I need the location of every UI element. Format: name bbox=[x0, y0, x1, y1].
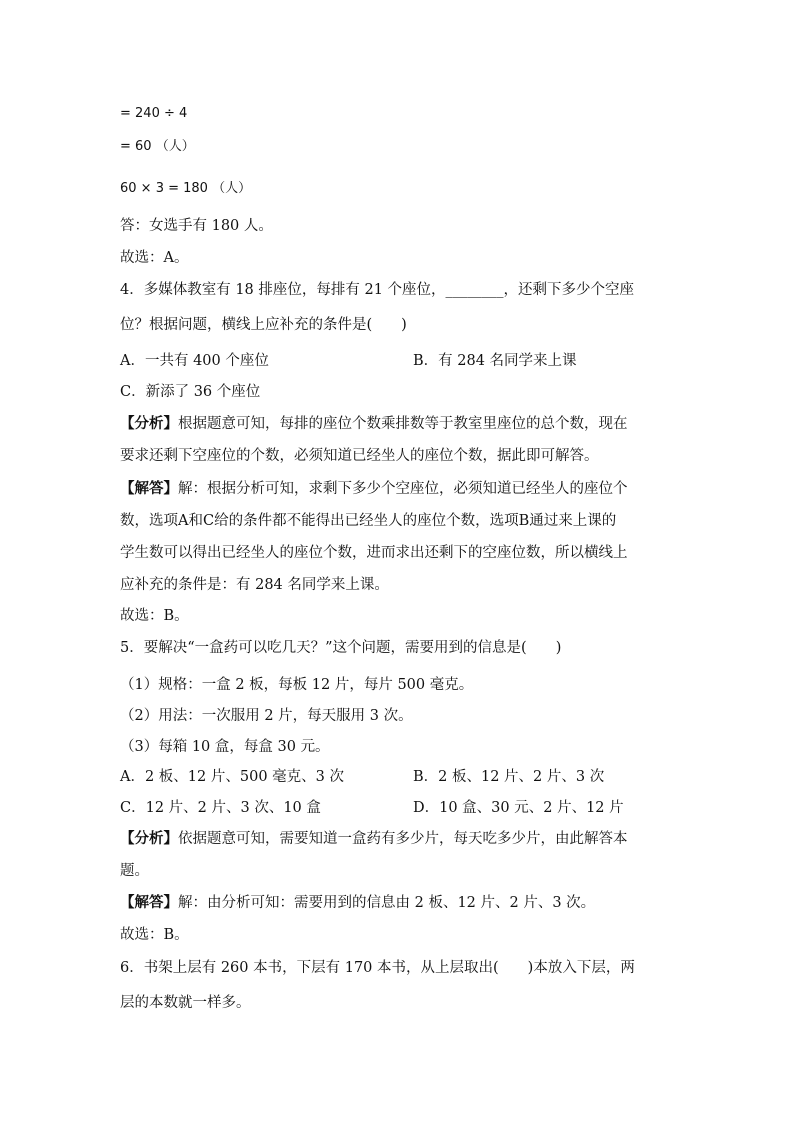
calc-line-1: = 240 ÷ 4 bbox=[120, 106, 188, 121]
solution-text: 解：由分析可知：需要用到的信息由 2 板、12 片、2 片、3 次。 bbox=[178, 895, 596, 911]
q5-info-3: （3）每箱 10 盒，每盒 30 元。 bbox=[120, 739, 330, 755]
q5-stem: 5．要解决“一盒药可以吃几天？”这个问题，需要用到的信息是( ) bbox=[120, 640, 562, 656]
q5-option-b: B．2 板、12 片、2 片、3 次 bbox=[413, 769, 605, 785]
q5-info-1: （1）规格：一盒 2 板，每板 12 片，每片 500 毫克。 bbox=[120, 677, 474, 693]
choose-line-q3: 故选：A。 bbox=[120, 250, 189, 266]
q4-option-a: A．一共有 400 个座位 bbox=[120, 353, 269, 369]
q4-analysis-line-2: 要求还剩下空座位的个数，必须知道已经坐人的座位个数，据此即可解答。 bbox=[120, 448, 599, 464]
q4-option-c: C．新添了 36 个座位 bbox=[120, 384, 261, 400]
analysis-text: 依据题意可知，需要知道一盒药有多少片，每天吃多少片，由此解答本 bbox=[178, 831, 628, 847]
q4-solution-line-4: 应补充的条件是：有 284 名同学来上课。 bbox=[120, 577, 389, 593]
q6-stem-line-2: 层的本数就一样多。 bbox=[120, 995, 251, 1011]
solution-tag: 【解答】 bbox=[120, 894, 178, 911]
q4-option-b: B．有 284 名同学来上课 bbox=[413, 353, 577, 369]
analysis-tag: 【分析】 bbox=[120, 415, 178, 432]
q5-option-c: C．12 片、2 片、3 次、10 盒 bbox=[120, 800, 321, 816]
q4-stem-line-1: 4．多媒体教室有 18 排座位，每排有 21 个座位，________，还剩下多少个空座 bbox=[120, 282, 635, 298]
q4-solution-line-3: 学生数可以得出已经坐人的座位个数，进而求出还剩下的空座位数，所以横线上 bbox=[120, 545, 628, 561]
q5-solution-line-1 bbox=[120, 893, 595, 913]
q5-option-a: A．2 板、12 片、500 毫克、3 次 bbox=[120, 769, 344, 785]
analysis-tag: 【分析】 bbox=[120, 830, 178, 847]
q4-analysis-line-1 bbox=[120, 414, 628, 434]
solution-tag: 【解答】 bbox=[120, 480, 178, 497]
solution-text: 解：根据分析可知，求剩下多少个空座位，必须知道已经坐人的座位个 bbox=[178, 481, 628, 497]
q4-solution-line-1 bbox=[120, 479, 628, 499]
q4-stem-line-2: 位？根据问题，横线上应补充的条件是( ) bbox=[120, 317, 407, 333]
calc-line-3: 60 × 3 = 180 （人） bbox=[120, 181, 252, 196]
q5-info-2: （2）用法：一次服用 2 片，每天服用 3 次。 bbox=[120, 708, 413, 724]
analysis-text: 根据题意可知，每排的座位个数乘排数等于教室里座位的总个数，现在 bbox=[178, 416, 628, 432]
calc-line-2: = 60 （人） bbox=[120, 139, 195, 154]
q5-choose-line: 故选：B。 bbox=[120, 927, 189, 943]
q4-solution-line-2: 数，选项A和C给的条件都不能得出已经坐人的座位个数，选项B通过来上课的 bbox=[120, 513, 617, 529]
q5-analysis-line-1 bbox=[120, 829, 628, 849]
answer-line: 答：女选手有 180 人。 bbox=[120, 218, 273, 234]
q5-analysis-line-2: 题。 bbox=[120, 863, 149, 879]
q6-stem-line-1: 6．书架上层有 260 本书，下层有 170 本书，从上层取出( )本放入下层，两 bbox=[120, 960, 635, 976]
q5-option-d: D．10 盒、30 元、2 片、12 片 bbox=[413, 800, 624, 816]
q4-choose-line: 故选：B。 bbox=[120, 608, 189, 624]
